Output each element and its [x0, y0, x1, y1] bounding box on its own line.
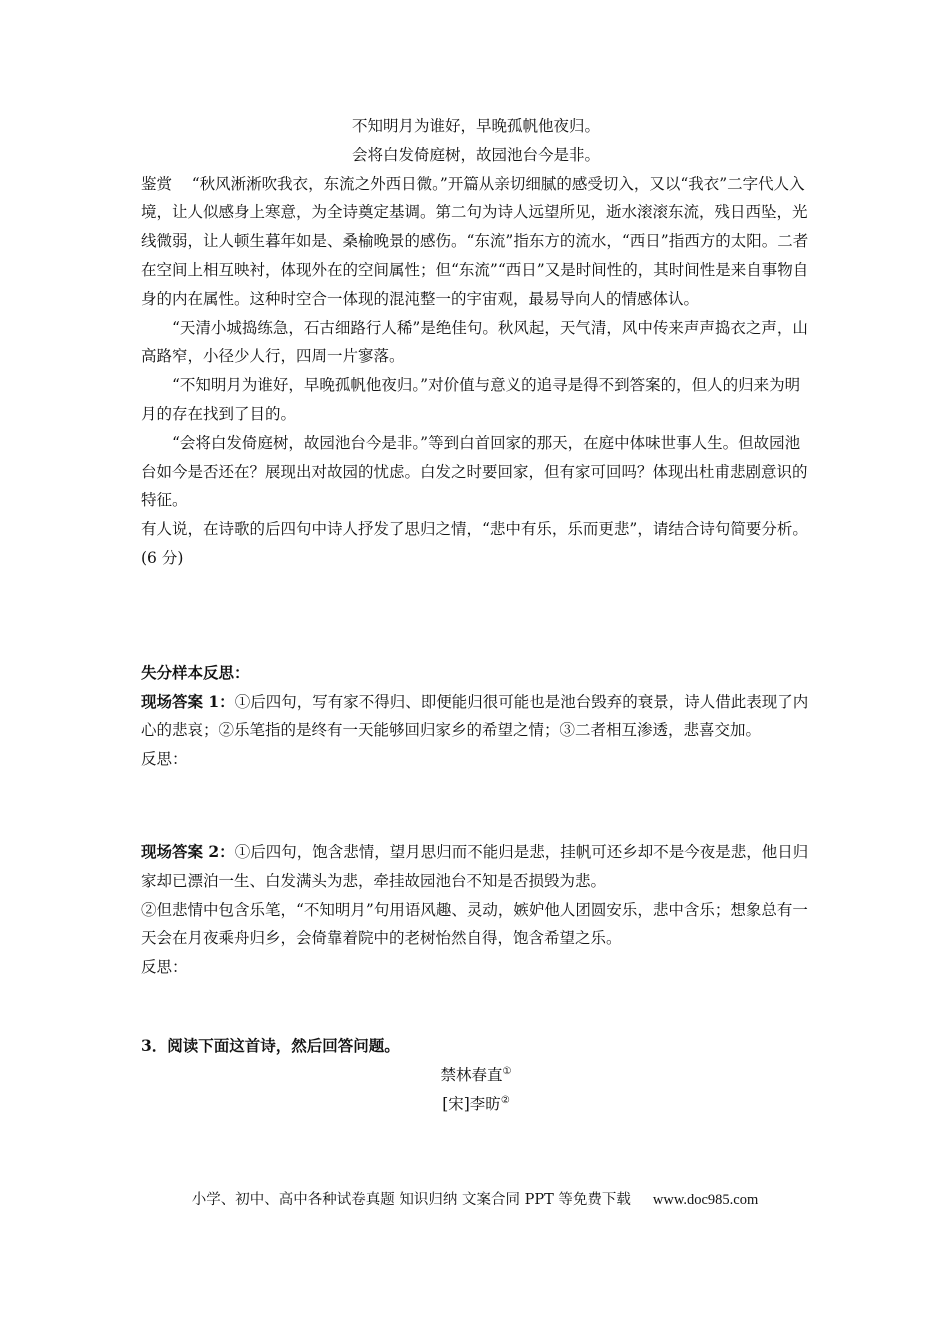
question-text: 有人说，在诗歌的后四句中诗人抒发了思归之情，“悲中有乐，乐而更悲”，请结合诗句简要分析。(6 分) [141, 520, 808, 567]
reflection-title: 失分样本反思： [141, 662, 250, 682]
document-body [141, 112, 811, 1118]
appreciation-paragraph-2: “天清小城捣练急，石古细路行人稀”是绝佳句。秋风起，天气清，风中传来声声捣衣之声，山高路窄，小径少人行，四周一片寥落。 [141, 318, 808, 366]
poem-author-note: ② [500, 1094, 510, 1106]
appreciation-paragraph-1 [141, 170, 811, 314]
answer-2 [141, 838, 811, 896]
reflection-blank-space-2 [141, 982, 811, 1032]
poem-title-text: 禁林春直 [440, 1065, 503, 1084]
answer-2-label: 现场答案 2： [141, 841, 235, 861]
answer-1 [141, 688, 811, 746]
appreciation-paragraph-3: “不知明月为谁好，早晚孤帆他夜归。”对价值与意义的追寻是得不到答案的，但人的归来为明月的存在找到了目的。 [141, 376, 801, 423]
section-3-heading: 3．阅读下面这首诗，然后回答问题。 [141, 1035, 400, 1055]
footer-text: 小学、初中、高中各种试卷真题 知识归纳 文案合同 PPT 等免费下载 [191, 1192, 631, 1208]
appreciation-text-1: “秋风淅淅吹我衣，东流之外西日微。”开篇从亲切细腻的感受切入，又以“我衣”二字代人入境，让人似感身上寒意，为全诗奠定基调。第二句为诗人远望所见，逝水滚滚东流，残日西坠，光线微弱，让人顿生暮年如是、桑榆晚景的感伤。“东流”指东方的流水，“西日”指西方的太阳。二者在空间上相互映衬，体现外在的空间属性；但“东流”“西日”又是时间性的，其时间性是来自事物自身的内在属性。这种时空合一体现的混沌整一的宇宙观，最易导向人的情感体认。 [141, 174, 809, 308]
reflection-blank-space-1 [141, 774, 811, 838]
reflection-label-1: 反思： [141, 750, 188, 769]
reflection-label-2: 反思： [141, 958, 188, 977]
poem-author [141, 1090, 811, 1119]
answer-blank-space [141, 573, 811, 659]
poem-title [141, 1061, 811, 1090]
appreciation-paragraph-4: “会将白发倚庭树，故园池台今是非。”等到白首回家的那天，在庭中体味世事人生。但故园池台如今是否还在？展现出对故园的忧虑。白发之时要回家，但有家可回吗？体现出杜甫悲剧意识的特征。 [141, 433, 808, 510]
answer-1-label: 现场答案 1： [141, 691, 235, 711]
poem-author-text: [宋]李昉 [442, 1094, 501, 1113]
answer-2-text: ①后四句，饱含悲情，望月思归而不能归是悲，挂帆可还乡却不是今夜是悲，他日归家却已漂泊一生、白发满头为悲，牵挂故园池台不知是否损毁为悲。 [141, 842, 809, 890]
poem-line-2: 会将白发倚庭树，故园池台今是非。 [351, 145, 600, 164]
answer-1-text: ①后四句，写有家不得归、即便能归很可能也是池台毁弃的衰景，诗人借此表现了内心的悲哀；②乐笔指的是终有一天能够回归家乡的希望之情；③二者相互渗透，悲喜交加。 [141, 692, 809, 740]
poem-line-1: 不知明月为谁好，早晚孤帆他夜归。 [351, 117, 600, 135]
answer-2-part-2: ②但悲情中包含乐笔，“不知明月”句用语风趣、灵动，嫉妒他人团圆安乐，悲中含乐；想象总有一天会在月夜乘舟归乡，会倚靠着院中的老树怡然自得，饱含希望之乐。 [141, 900, 808, 948]
poem-title-note: ① [502, 1065, 512, 1077]
page-footer [0, 1188, 950, 1209]
appreciation-label: 鉴赏 [141, 174, 173, 193]
footer-url[interactable]: www.doc985.com [652, 1192, 759, 1208]
